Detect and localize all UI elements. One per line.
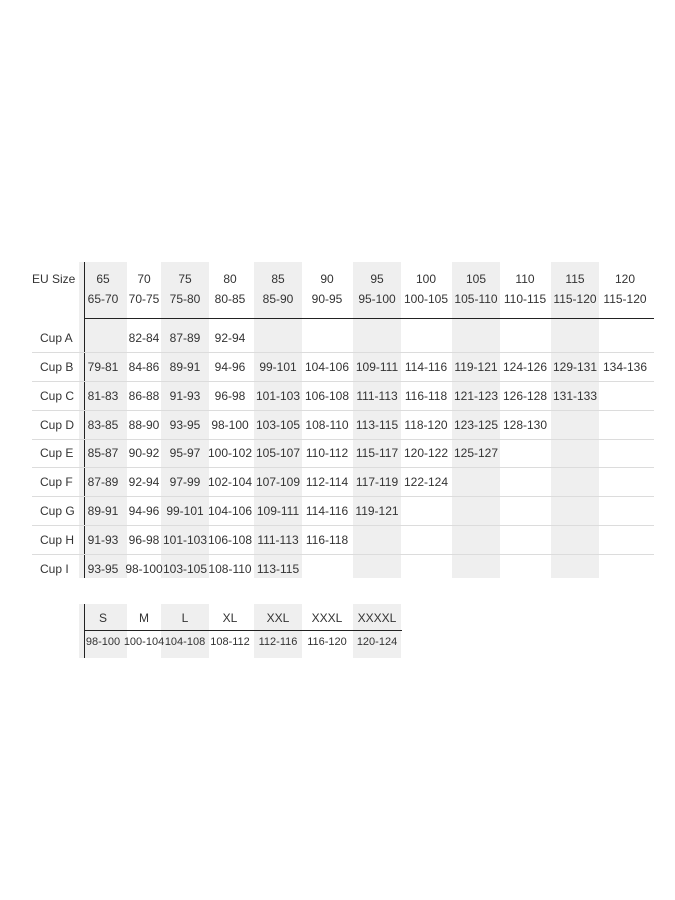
size-cell: 82-84 xyxy=(128,331,160,345)
row-separator xyxy=(32,381,654,382)
size-cell: 98-100 xyxy=(125,562,163,576)
size-cell: 108-110 xyxy=(305,418,349,432)
band-size-header: 70 xyxy=(137,272,151,286)
size-cell: 108-110 xyxy=(208,562,252,576)
underbust-range-header: 110-115 xyxy=(503,292,547,306)
column-shade xyxy=(551,262,599,578)
size-cell: 126-128 xyxy=(502,389,548,403)
row-separator xyxy=(32,352,654,353)
size-cell: 97-99 xyxy=(169,475,201,489)
size-cell: 124-126 xyxy=(502,360,548,374)
size-cell: 86-88 xyxy=(128,389,160,403)
size-cell: 119-121 xyxy=(355,504,399,518)
letter-size-header: XL xyxy=(222,611,238,625)
size-cell: 87-89 xyxy=(169,331,201,345)
letter-size-range: 120-124 xyxy=(356,636,398,648)
cup-row-label: Cup G xyxy=(40,504,75,518)
row-separator xyxy=(32,525,654,526)
size-cell: 119-121 xyxy=(454,360,498,374)
letter-table-divider xyxy=(84,604,85,658)
underbust-range-header: 105-110 xyxy=(454,292,498,306)
corner-label: EU Size xyxy=(32,272,76,286)
band-size-header: 100 xyxy=(415,272,437,286)
cup-row-label: Cup B xyxy=(40,360,74,374)
size-cell: 83-85 xyxy=(87,418,119,432)
size-cell: 96-98 xyxy=(128,533,160,547)
band-size-header: 85 xyxy=(271,272,285,286)
cup-row-label: Cup I xyxy=(40,562,69,576)
size-cell: 122-124 xyxy=(403,475,449,489)
size-cell: 113-115 xyxy=(355,418,399,432)
size-cell: 79-81 xyxy=(87,360,119,374)
row-separator xyxy=(32,439,654,440)
underbust-range-header: 115-120 xyxy=(603,292,647,306)
letter-size-header: M xyxy=(139,611,149,625)
size-cell: 93-95 xyxy=(169,418,201,432)
size-cell: 120-122 xyxy=(403,446,449,460)
size-cell: 109-111 xyxy=(256,504,300,518)
size-cell: 92-94 xyxy=(214,331,246,345)
size-cell: 114-116 xyxy=(404,360,448,374)
size-cell: 116-118 xyxy=(404,389,448,403)
underbust-range-header: 95-100 xyxy=(358,292,396,306)
row-separator xyxy=(32,554,654,555)
size-cell: 100-102 xyxy=(207,446,253,460)
size-cell: 123-125 xyxy=(453,418,499,432)
cup-row-label: Cup A xyxy=(40,331,73,345)
band-size-header: 65 xyxy=(96,272,110,286)
letter-size-header: XXXL xyxy=(311,611,343,625)
size-cell: 121-123 xyxy=(453,389,499,403)
letter-size-header: XXL xyxy=(266,611,290,625)
underbust-range-header: 75-80 xyxy=(169,292,201,306)
cup-row-label: Cup C xyxy=(40,389,75,403)
size-cell: 109-111 xyxy=(355,360,399,374)
letter-size-range: 112-116 xyxy=(258,636,298,648)
size-cell: 101-103 xyxy=(162,533,208,547)
size-cell: 111-113 xyxy=(257,533,299,547)
size-cell: 115-117 xyxy=(355,446,399,460)
size-cell: 112-114 xyxy=(305,475,349,489)
size-cell: 131-133 xyxy=(552,389,598,403)
size-cell: 117-119 xyxy=(355,475,399,489)
size-cell: 125-127 xyxy=(453,446,499,460)
size-cell: 95-97 xyxy=(169,446,201,460)
size-cell: 84-86 xyxy=(128,360,160,374)
band-size-header: 105 xyxy=(465,272,487,286)
row-separator xyxy=(32,467,654,468)
size-cell: 103-105 xyxy=(255,418,301,432)
band-size-header: 115 xyxy=(565,272,585,286)
letter-row-separator xyxy=(84,630,402,631)
row-separator xyxy=(32,410,654,411)
size-cell: 110-112 xyxy=(305,446,349,460)
letter-size-range: 98-100 xyxy=(85,636,121,648)
size-cell: 106-108 xyxy=(207,533,253,547)
size-cell: 107-109 xyxy=(255,475,301,489)
band-size-header: 80 xyxy=(223,272,237,286)
band-size-header: 120 xyxy=(614,272,636,286)
letter-size-range: 104-108 xyxy=(164,636,206,648)
underbust-range-header: 100-105 xyxy=(403,292,449,306)
size-cell: 91-93 xyxy=(169,389,201,403)
size-cell: 89-91 xyxy=(87,504,119,518)
size-cell: 89-91 xyxy=(169,360,201,374)
size-cell: 134-136 xyxy=(602,360,648,374)
band-size-header: 75 xyxy=(178,272,192,286)
underbust-range-header: 115-120 xyxy=(553,292,597,306)
header-divider xyxy=(84,318,654,319)
cup-row-label: Cup H xyxy=(40,533,75,547)
size-cell: 91-93 xyxy=(87,533,119,547)
cup-row-label: Cup E xyxy=(40,446,74,460)
size-cell: 90-92 xyxy=(128,446,160,460)
letter-size-header: S xyxy=(98,611,108,625)
size-cell: 105-107 xyxy=(255,446,301,460)
size-cell: 103-105 xyxy=(162,562,208,576)
size-cell: 81-83 xyxy=(87,389,119,403)
size-cell: 129-131 xyxy=(552,360,598,374)
size-cell: 92-94 xyxy=(128,475,160,489)
size-cell: 111-113 xyxy=(356,389,398,403)
size-cell: 98-100 xyxy=(211,418,249,432)
band-size-header: 110 xyxy=(515,272,535,286)
letter-size-header: XXXXL xyxy=(357,611,397,625)
underbust-range-header: 85-90 xyxy=(262,292,294,306)
size-cell: 96-98 xyxy=(214,389,246,403)
size-cell: 113-115 xyxy=(256,562,300,576)
row-separator xyxy=(32,496,654,497)
letter-size-range: 100-104 xyxy=(123,636,165,648)
size-cell: 85-87 xyxy=(87,446,119,460)
size-cell: 87-89 xyxy=(87,475,119,489)
letter-size-range: 116-120 xyxy=(307,636,347,648)
size-cell: 88-90 xyxy=(128,418,160,432)
underbust-range-header: 65-70 xyxy=(87,292,119,306)
underbust-range-header: 80-85 xyxy=(214,292,246,306)
size-cell: 128-130 xyxy=(502,418,548,432)
size-cell: 114-116 xyxy=(305,504,349,518)
size-cell: 99-101 xyxy=(259,360,297,374)
size-cell: 99-101 xyxy=(166,504,204,518)
size-cell: 104-106 xyxy=(304,360,350,374)
size-cell: 93-95 xyxy=(87,562,119,576)
underbust-range-header: 90-95 xyxy=(311,292,343,306)
cup-row-label: Cup D xyxy=(40,418,75,432)
size-cell: 101-103 xyxy=(255,389,301,403)
size-cell: 104-106 xyxy=(207,504,253,518)
size-cell: 116-118 xyxy=(305,533,349,547)
size-cell: 106-108 xyxy=(304,389,350,403)
size-cell: 102-104 xyxy=(207,475,253,489)
letter-size-range: 108-112 xyxy=(210,636,250,648)
underbust-range-header: 70-75 xyxy=(128,292,160,306)
size-cell: 94-96 xyxy=(128,504,160,518)
cup-row-label: Cup F xyxy=(40,475,73,489)
band-size-header: 95 xyxy=(370,272,384,286)
band-size-header: 90 xyxy=(320,272,334,286)
size-cell: 118-120 xyxy=(404,418,448,432)
size-cell: 94-96 xyxy=(214,360,246,374)
label-column-divider xyxy=(84,262,85,578)
letter-size-header: L xyxy=(181,611,189,625)
